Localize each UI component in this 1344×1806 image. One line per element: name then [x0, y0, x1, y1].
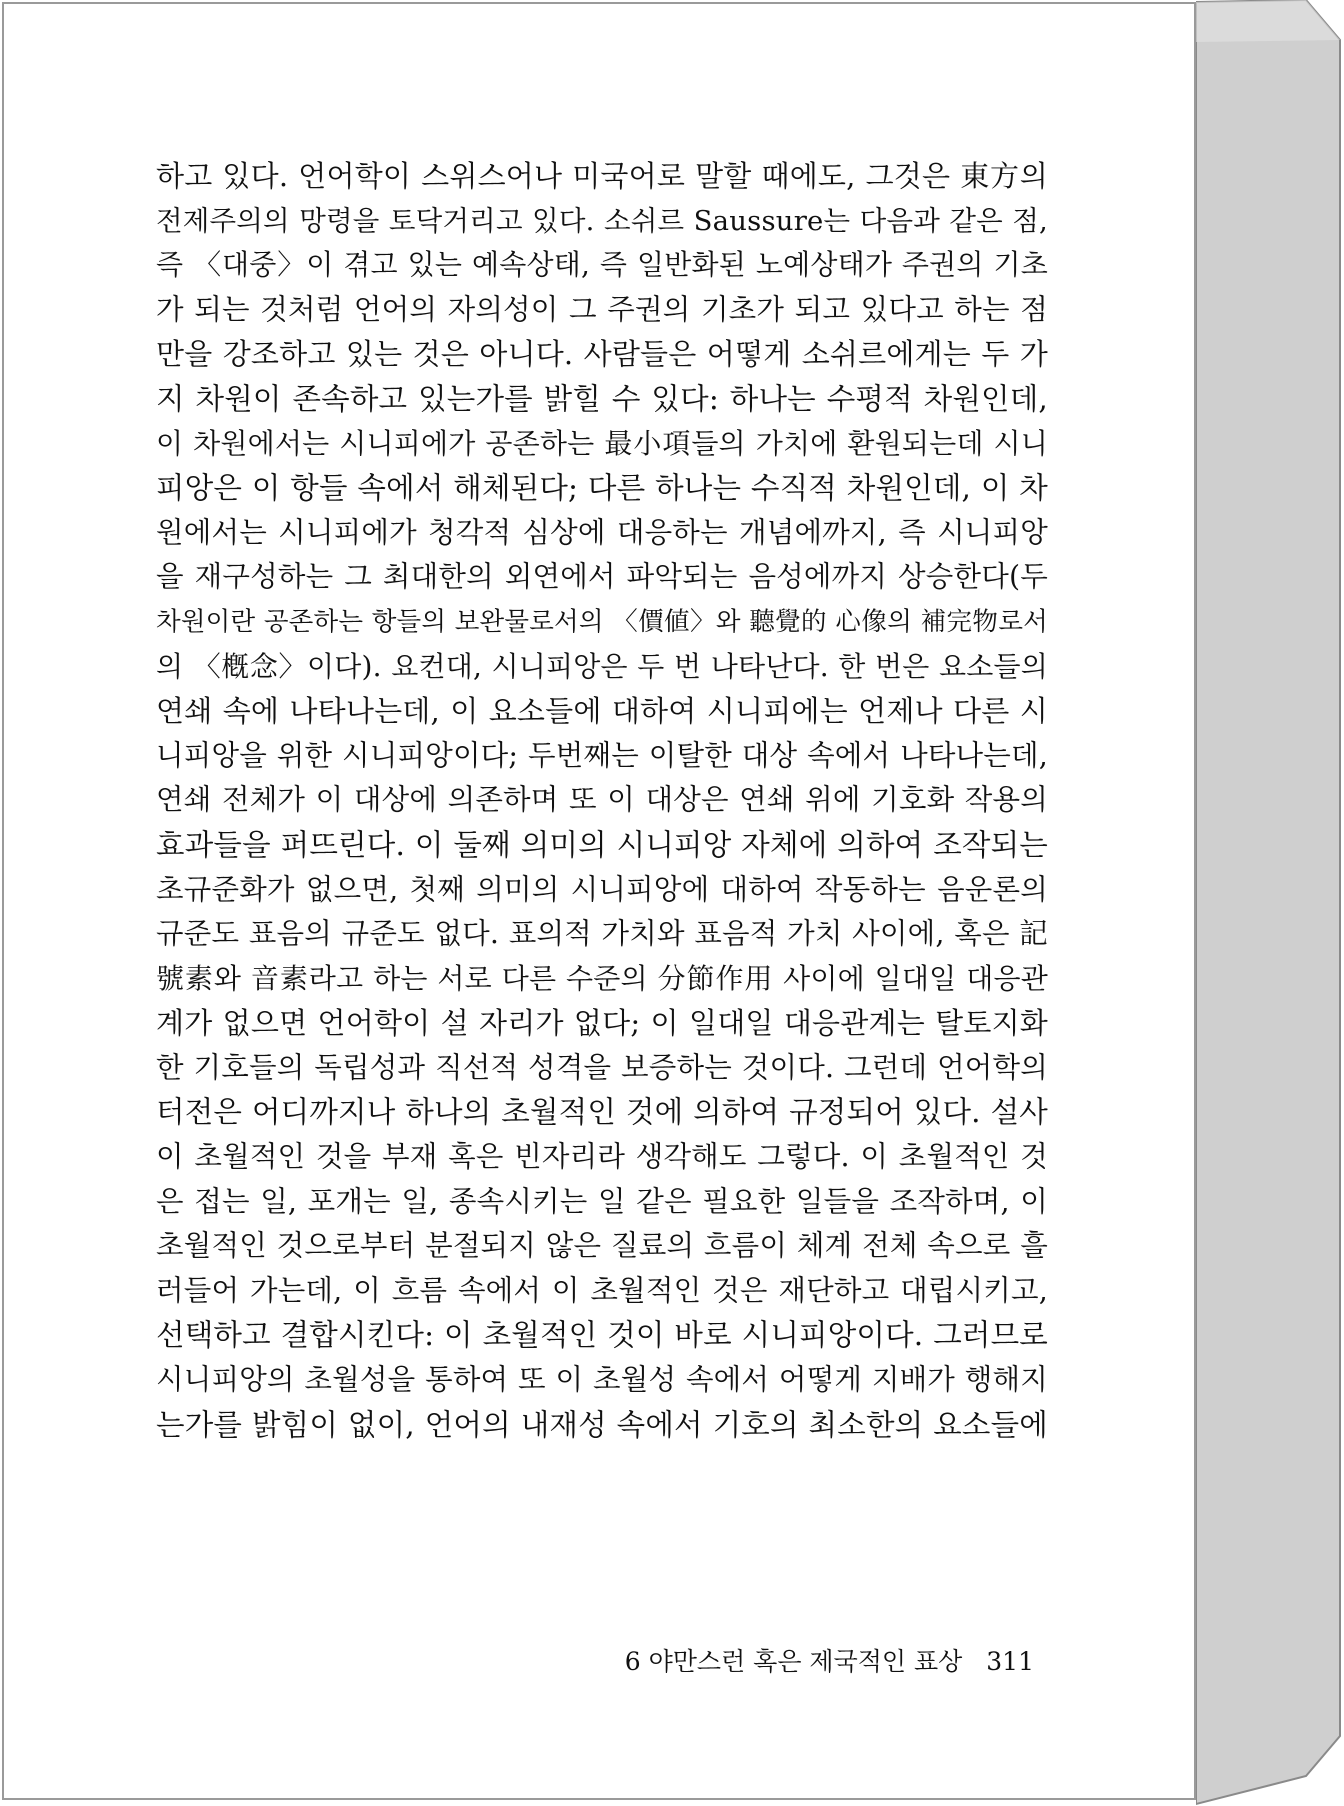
text-line: 전제주의의 망령을 토닥거리고 있다. 소쉬르 Saussure는 다음과 같은 점,: [156, 204, 1048, 237]
body-text: [156, 154, 1048, 1447]
text-line: 號素와 音素라고 하는 서로 다른 수준의 分節作用 사이에 일대일 대응관: [156, 961, 1048, 995]
text-line: 의 〈槪念〉이다). 요컨대, 시니피앙은 두 번 나타난다. 한 번은 요소들의: [156, 649, 1048, 683]
text-line: 을 재구성하는 그 최대한의 외연에서 파악되는 음성에까지 상승한다(두: [156, 560, 1048, 594]
page-footer: [625, 1642, 1034, 1678]
text-line: 터전은 어디까지나 하나의 초월적인 것에 의하여 규정되어 있다. 설사: [156, 1095, 1048, 1130]
text-line: 피앙은 이 항들 속에서 해체된다; 다른 하나는 수직적 차원인데, 이 차: [156, 471, 1048, 506]
text-line: 연쇄 전체가 이 대상에 의존하며 또 이 대상은 연쇄 위에 기호화 작용의: [156, 783, 1048, 817]
text-line: 가 되는 것처럼 언어의 자의성이 그 주권의 기초가 되고 있다고 하는 점: [156, 292, 1048, 326]
text-line: 는가를 밝힘이 없이, 언어의 내재성 속에서 기호의 최소한의 요소들에: [156, 1407, 1048, 1442]
book-page: [2, 2, 1196, 1800]
text-line: 하고 있다. 언어학이 스위스어나 미국어로 말할 때에도, 그것은 東方의: [156, 159, 1048, 193]
text-line: 만을 강조하고 있는 것은 아니다. 사람들은 어떻게 소쉬르에게는 두 가: [156, 337, 1048, 372]
book-spine: [1196, 0, 1342, 1806]
text-line: 초월적인 것으로부터 분절되지 않은 질료의 흐름이 체계 전체 속으로 흘: [156, 1229, 1048, 1263]
page-number: 311: [986, 1647, 1034, 1676]
text-line: 지 차원이 존속하고 있는가를 밝힐 수 있다: 하나는 수평적 차원인데,: [156, 381, 1048, 416]
text-line: 이 차원에서는 시니피에가 공존하는 最小項들의 가치에 환원되는데 시니: [156, 426, 1048, 460]
text-line: 한 기호들의 독립성과 직선적 성격을 보증하는 것이다. 그런데 언어학의: [156, 1050, 1048, 1084]
text-line: 초규준화가 없으면, 첫째 의미의 시니피앙에 대하여 작동하는 음운론의: [156, 872, 1048, 906]
text-line: 즉 〈대중〉이 겪고 있는 예속상태, 즉 일반화된 노예상태가 주권의 기초: [156, 248, 1048, 282]
text-line: 효과들을 퍼뜨린다. 이 둘째 의미의 시니피앙 자체에 의하여 조작되는: [156, 827, 1048, 862]
running-footer-chapter: 6 야만스런 혹은 제국적인 표상: [624, 1647, 963, 1676]
text-line: 이 초월적인 것을 부재 혹은 빈자리라 생각해도 그렇다. 이 초월적인 것: [156, 1140, 1048, 1174]
text-line: 차원이란 공존하는 항들의 보완물로서의 〈價値〉와 聽覺的 心像의 補完物로서: [156, 606, 1048, 637]
text-line: 규준도 표음의 규준도 없다. 표의적 가치와 표음적 가치 사이에, 혹은 記: [156, 917, 1048, 951]
text-line: 시니피앙의 초월성을 통하여 또 이 초월성 속에서 어떻게 지배가 행해지: [156, 1363, 1048, 1397]
text-line: 러들어 가는데, 이 흐름 속에서 이 초월적인 것은 재단하고 대립시키고,: [156, 1273, 1048, 1307]
text-line: 계가 없으면 언어학이 설 자리가 없다; 이 일대일 대응관계는 탈토지화: [156, 1006, 1048, 1041]
text-line: 연쇄 속에 나타나는데, 이 요소들에 대하여 시니피에는 언제나 다른 시: [156, 694, 1048, 729]
text-line: 은 접는 일, 포개는 일, 종속시키는 일 같은 필요한 일들을 조작하며, 이: [156, 1184, 1048, 1218]
text-line: 선택하고 결합시킨다: 이 초월적인 것이 바로 시니피앙이다. 그러므로: [156, 1318, 1048, 1353]
text-line: 니피앙을 위한 시니피앙이다; 두번째는 이탈한 대상 속에서 나타나는데,: [156, 738, 1048, 772]
text-line: 원에서는 시니피에가 청각적 심상에 대응하는 개념에까지, 즉 시니피앙: [156, 515, 1048, 549]
